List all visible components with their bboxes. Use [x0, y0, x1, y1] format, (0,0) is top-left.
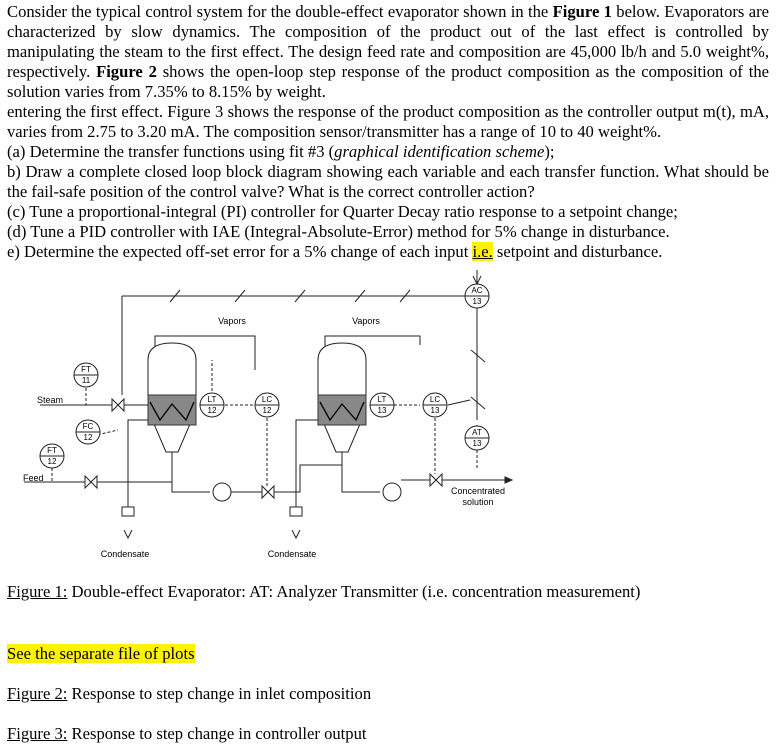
- concentrated-label-1: Concentrated: [450, 486, 506, 496]
- figure-1-caption: [7, 582, 640, 602]
- condensate-line-2: [296, 420, 318, 512]
- fc12-tag: FC: [82, 422, 94, 431]
- ac-to-lc: [448, 400, 470, 405]
- fig2-text: Response to step change in inlet composition: [71, 684, 372, 703]
- steam-trap-1: [122, 507, 134, 516]
- item-e: [7, 242, 662, 262]
- pump-1: [213, 483, 231, 501]
- fc12-bubble: [76, 420, 100, 444]
- ac13-num: 13: [472, 297, 482, 306]
- transfer-line-1: [172, 452, 210, 492]
- lc12-num: 12: [262, 406, 272, 415]
- condensate-arrow-2: [292, 530, 300, 538]
- ft11-num: 11: [81, 376, 91, 385]
- evaporator-diagram: [0, 270, 776, 570]
- evaporator-1: [148, 343, 196, 452]
- ft12-tag: FT: [47, 446, 57, 455]
- feed-valve: [85, 476, 97, 488]
- item-e-end: setpoint and disturbance.: [496, 242, 663, 261]
- ie-highlight: i.e.: [472, 242, 493, 261]
- see-plots-note: [7, 644, 195, 664]
- figure-2-ref: Figure 2: [96, 62, 157, 82]
- feed-label: Feed: [23, 473, 44, 483]
- ac13-tag: AC: [471, 286, 483, 295]
- fig2-label: Figure 2:: [7, 684, 68, 703]
- caption-text: Double-effect Evaporator: AT: Analyzer Transmitter (i.e. concentration measurement): [71, 582, 641, 601]
- condensate-label-1: Condensate: [100, 549, 150, 559]
- product-arrow: [505, 477, 512, 483]
- figure-1-ref: Figure 1: [552, 2, 612, 21]
- fig3-text: Response to step change in controller output: [71, 724, 367, 743]
- signal-dashed: [52, 360, 477, 486]
- item-b: b) Draw a complete closed loop block diagram showing each variable and each transfer function. What should be the fail-safe position of the control valve? What is the correct controller action?: [7, 162, 769, 202]
- lt13-num: 13: [377, 406, 387, 415]
- problem-intro: [7, 2, 769, 102]
- at13-bubble: [465, 426, 489, 450]
- lt13-bubble: [370, 393, 394, 417]
- fc12-num: 12: [83, 433, 93, 442]
- evaporator-2: [318, 343, 366, 452]
- lc12-tag: LC: [261, 395, 273, 404]
- ft12-num: 12: [47, 457, 57, 466]
- ac13-bubble: [465, 284, 489, 308]
- item-a-end: );: [544, 142, 555, 161]
- intro-text-3: shows the open-loop step response of the product composition as the composition of the solution varies from 7.35% to 8.15% by weight.: [7, 62, 770, 102]
- vapors-label-1: Vapors: [218, 316, 246, 326]
- steam-valve: [112, 399, 124, 411]
- level-valve-2: [430, 474, 442, 486]
- ft11-bubble: [74, 363, 98, 387]
- ft11-tag: FT: [81, 365, 91, 374]
- item-a: [7, 142, 769, 162]
- item-a-text: (a) Determine the transfer functions using fit #3 (: [7, 142, 335, 161]
- at13-num: 13: [472, 439, 482, 448]
- ac-hatch: [471, 350, 485, 362]
- transfer-line-2: [342, 452, 380, 492]
- level-valve-1: [262, 486, 274, 498]
- problem-para-2: entering the first effect. Figure 3 shows the response of the product composition as the controller output m(t), mA, varies from 2.75 to 3.20 mA. The composition sensor/transmitter has a range of 10 to 40 weight%.: [7, 102, 769, 142]
- fig3-label: Figure 3:: [7, 724, 68, 743]
- lc13-bubble: [423, 393, 447, 417]
- vapors-label-2: Vapors: [352, 316, 380, 326]
- see-plots-text: See the separate file of plots: [7, 644, 195, 663]
- at-hatch: [471, 397, 485, 409]
- concentrated-label-2: solution: [462, 497, 494, 507]
- pump-2: [383, 483, 401, 501]
- caption-label: Figure 1:: [7, 582, 68, 601]
- ft12-bubble: [40, 444, 64, 468]
- at13-tag: AT: [472, 428, 482, 437]
- condensate-label-2: Condensate: [267, 549, 317, 559]
- lt12-num: 12: [207, 406, 217, 415]
- figure-2-note: [7, 684, 371, 704]
- condensate-arrow-1: [124, 530, 132, 538]
- condensate-line-1: [128, 420, 148, 512]
- lc13-tag: LC: [429, 395, 441, 404]
- item-a-italic: graphical identification scheme: [334, 142, 545, 161]
- lc12-bubble: [255, 393, 279, 417]
- lc13-num: 13: [430, 406, 440, 415]
- lt13-tag: LT: [377, 395, 387, 404]
- steam-trap-2: [290, 507, 302, 516]
- steam-label: Steam: [37, 395, 64, 405]
- lt12-tag: LT: [207, 395, 217, 404]
- intro-text-1: Consider the typical control system for the double-effect evaporator shown in the: [7, 2, 549, 21]
- figure-3-note: [7, 724, 366, 744]
- item-e-text: e) Determine the expected off-set error for a 5% change of each input: [7, 242, 469, 261]
- item-c: (c) Tune a proportional-integral (PI) controller for Quarter Decay ratio response to a setpoint change;: [7, 202, 678, 221]
- item-d: (d) Tune a PID controller with IAE (Integral-Absolute-Error) method for 5% change in disturbance.: [7, 222, 670, 241]
- intro-text-2: below. Evaporators are characterized by slow dynamics. The composition of the product out of the last effect is controlled by manipulating the steam to the first effect. The design feed rate and composition are 45,000 lb/h and 5.0 weight%, respectively.: [7, 2, 769, 82]
- lt12-bubble: [200, 393, 224, 417]
- transfer-line-1b: [231, 452, 342, 492]
